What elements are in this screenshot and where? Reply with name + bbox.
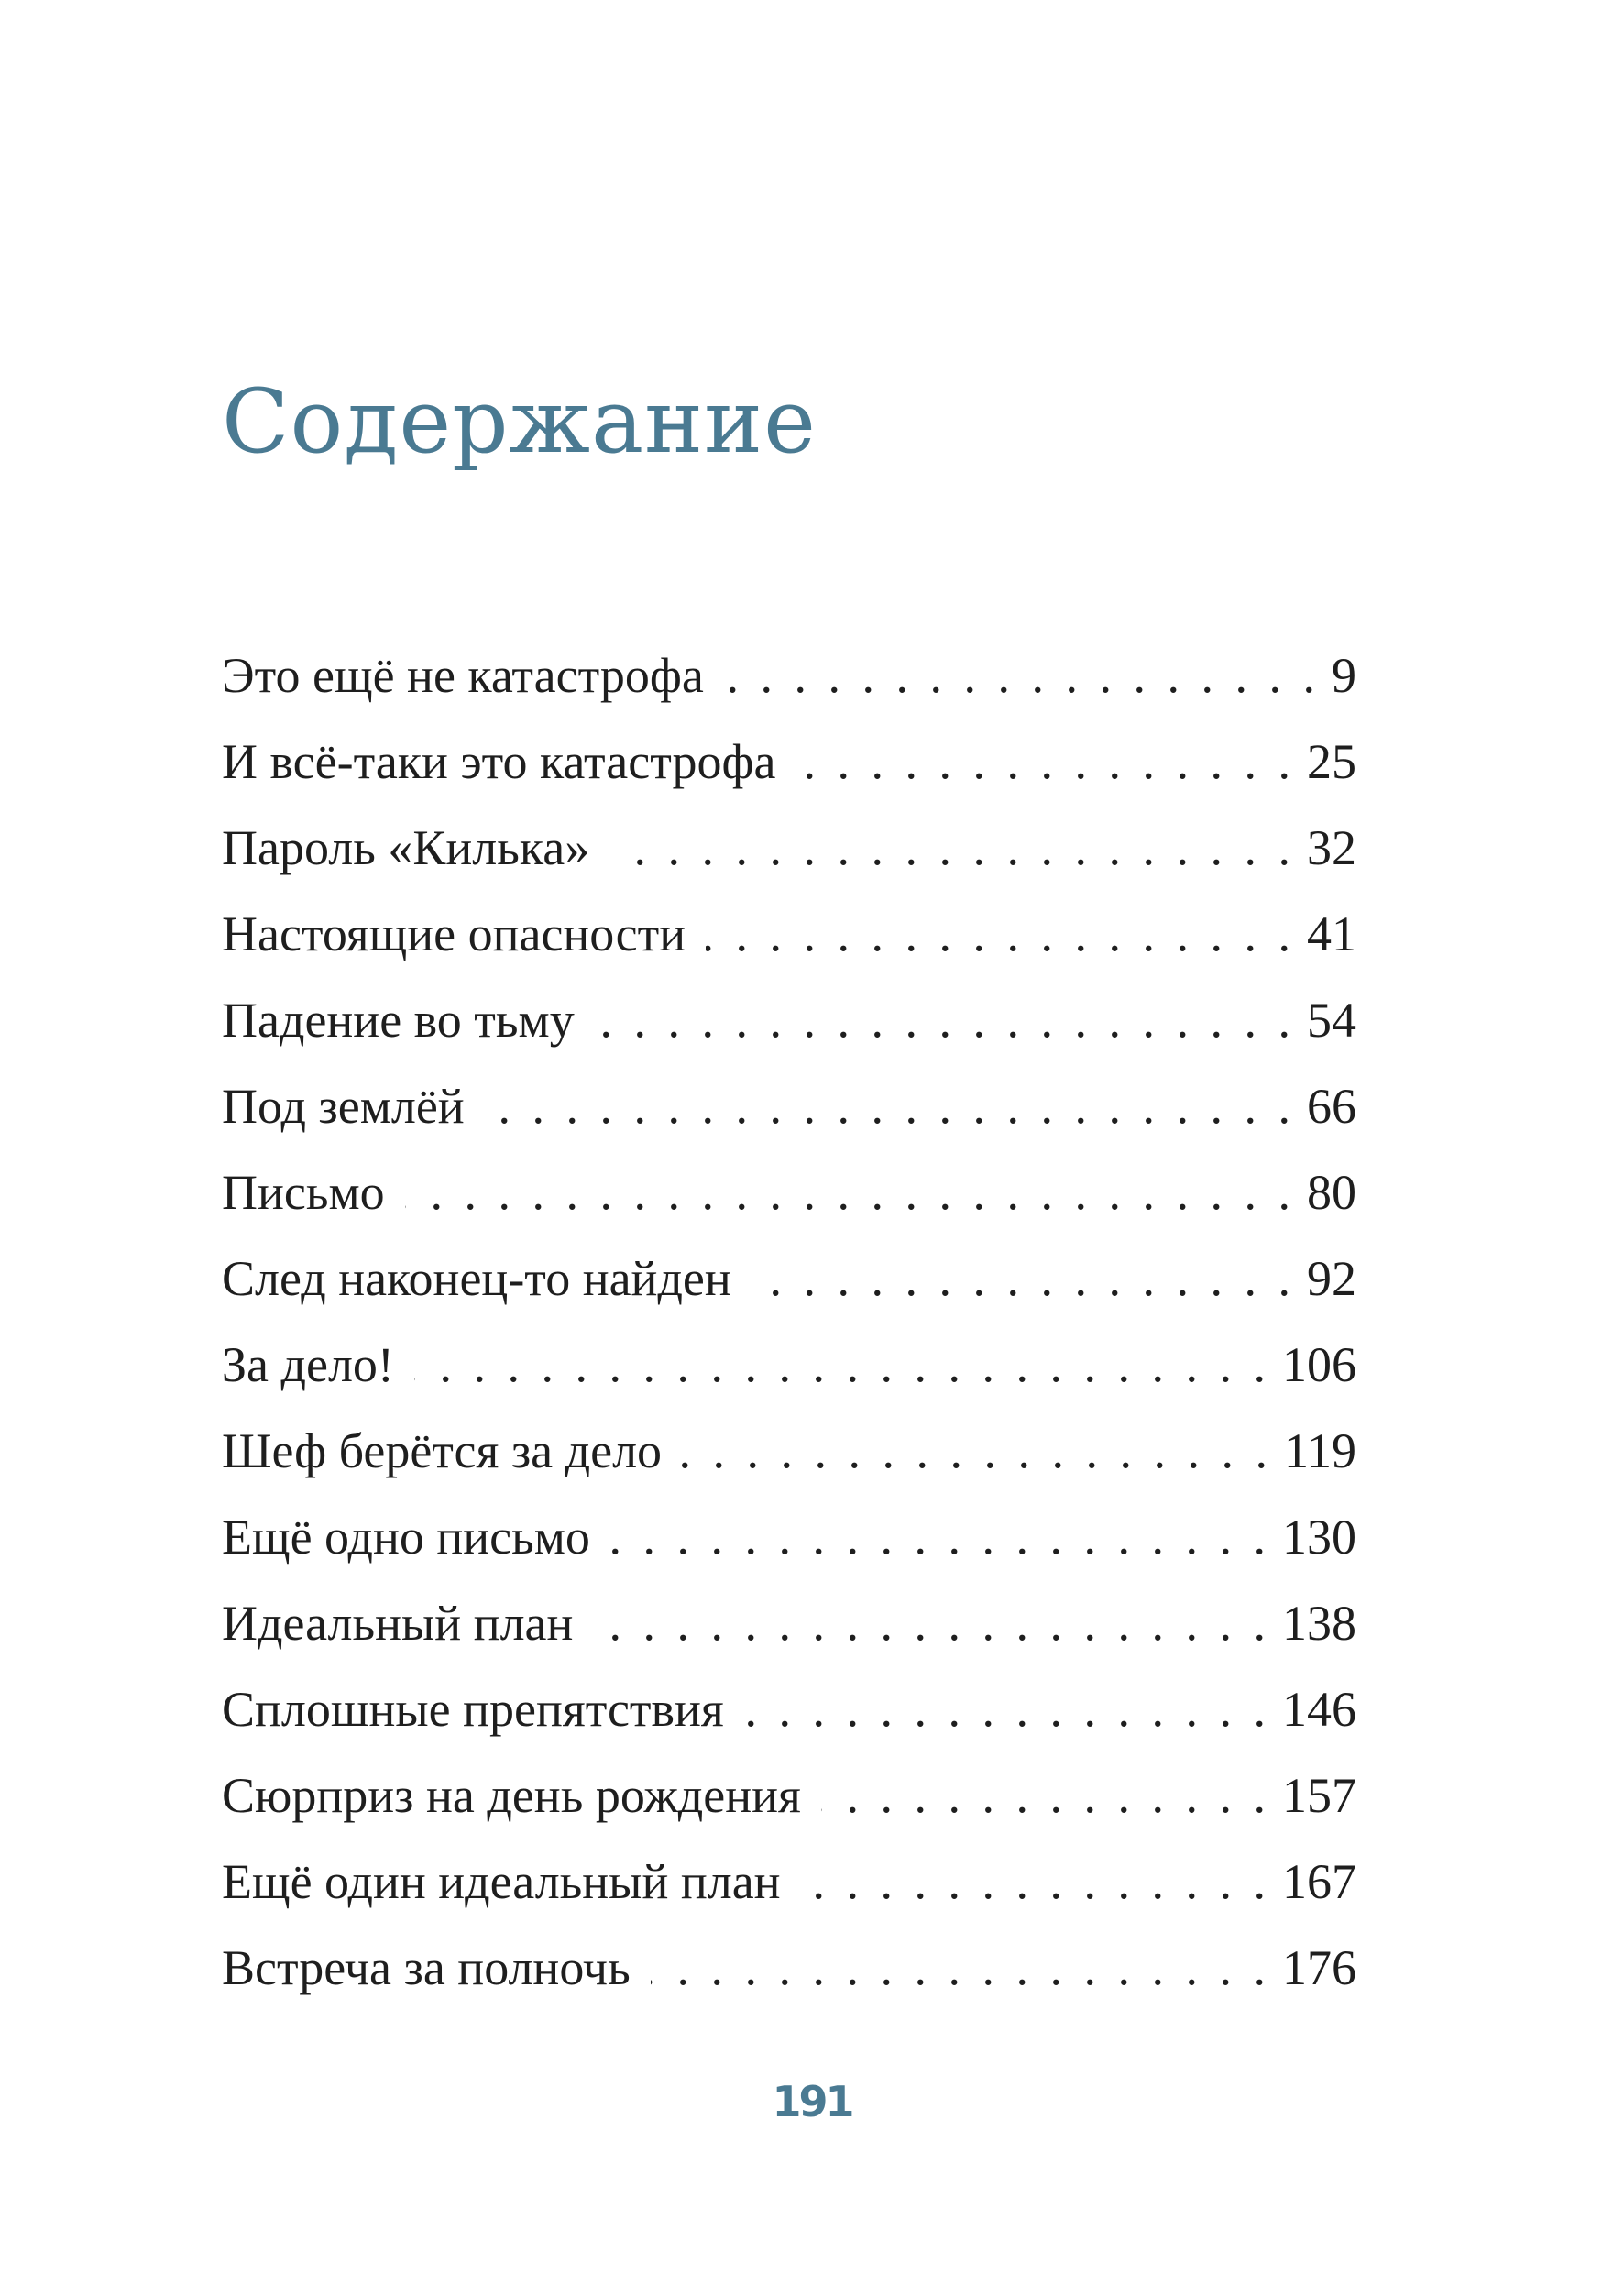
toc-entry-page: 119 xyxy=(1284,1423,1356,1478)
dot-leader xyxy=(405,1164,1290,1221)
toc-entry-title: Письмо xyxy=(222,1165,385,1220)
dot-leader xyxy=(706,906,1290,962)
toc-entry-title: И всё-таки это катастрофа xyxy=(222,734,776,789)
toc-entry-page: 92 xyxy=(1307,1251,1356,1306)
toc-entry-page: 32 xyxy=(1307,820,1356,875)
toc-entry-page: 54 xyxy=(1307,993,1356,1048)
toc-entry xyxy=(222,992,1356,1078)
toc-entry xyxy=(222,1939,1356,2026)
toc-entry-title: Сплошные препятствия xyxy=(222,1682,724,1737)
toc-heading: Содержание xyxy=(222,370,817,473)
toc-entry-title: Пароль «Килька» xyxy=(222,820,590,875)
toc-entry-page: 167 xyxy=(1282,1854,1356,1909)
toc-entry-page: 9 xyxy=(1332,648,1356,703)
dot-leader xyxy=(414,1336,1266,1393)
toc-entry xyxy=(222,1078,1356,1164)
dot-leader xyxy=(595,992,1290,1049)
page-number: 191 xyxy=(772,2077,852,2126)
dot-leader xyxy=(801,1853,1266,1910)
toc-entry-title: Это ещё не катастрофа xyxy=(222,648,704,703)
toc-entry-page: 138 xyxy=(1282,1596,1356,1651)
toc-entry-page: 25 xyxy=(1307,734,1356,789)
toc-entry-title: Идеальный план xyxy=(222,1596,574,1651)
toc-entry-page: 80 xyxy=(1307,1165,1356,1220)
toc-entry-page: 130 xyxy=(1282,1510,1356,1565)
dot-leader xyxy=(651,1939,1266,1996)
toc-entry xyxy=(222,1595,1356,1681)
toc-entry xyxy=(222,1422,1356,1509)
toc-entry xyxy=(222,1250,1356,1336)
toc-entry-title: Ещё один идеальный план xyxy=(222,1854,781,1909)
dot-leader xyxy=(796,733,1290,790)
dot-leader xyxy=(821,1767,1266,1824)
toc-entry-title: Сюрприз на день рождения xyxy=(222,1768,801,1823)
toc-entry xyxy=(222,1767,1356,1853)
toc-entry-title: Шеф берётся за дело xyxy=(222,1423,663,1478)
toc-entry xyxy=(222,1336,1356,1422)
toc-entry-page: 176 xyxy=(1282,1940,1356,1995)
dot-leader xyxy=(610,1509,1266,1565)
toc-entry xyxy=(222,1853,1356,1939)
toc-entry-title: За дело! xyxy=(222,1337,394,1392)
toc-entry xyxy=(222,906,1356,992)
toc-entry-page: 106 xyxy=(1282,1337,1356,1392)
dot-leader xyxy=(593,1595,1266,1652)
toc-entry-page: 157 xyxy=(1282,1768,1356,1823)
dot-leader xyxy=(485,1078,1290,1135)
dot-leader xyxy=(752,1250,1290,1307)
toc-entry xyxy=(222,733,1356,819)
dot-leader xyxy=(682,1422,1267,1479)
dot-leader xyxy=(609,819,1290,876)
toc-entry-title: Настоящие опасности xyxy=(222,906,686,961)
toc-entry xyxy=(222,1681,1356,1767)
toc-entry-page: 66 xyxy=(1307,1079,1356,1134)
toc-entry-title: Под землёй xyxy=(222,1079,465,1134)
toc-entry xyxy=(222,819,1356,906)
toc-entry-page: 146 xyxy=(1282,1682,1356,1737)
toc-entry-title: Ещё одно письмо xyxy=(222,1510,590,1565)
toc-entry-title: Встреча за полночь xyxy=(222,1940,631,1995)
toc-entry-title: Падение во тьму xyxy=(222,993,575,1048)
dot-leader xyxy=(744,1681,1266,1738)
toc-list xyxy=(222,647,1356,2026)
toc-entry xyxy=(222,1164,1356,1250)
dot-leader xyxy=(724,647,1315,704)
toc-entry-title: След наконец-то найден xyxy=(222,1251,731,1306)
toc-entry xyxy=(222,1509,1356,1595)
toc-entry xyxy=(222,647,1356,733)
toc-entry-page: 41 xyxy=(1307,906,1356,961)
